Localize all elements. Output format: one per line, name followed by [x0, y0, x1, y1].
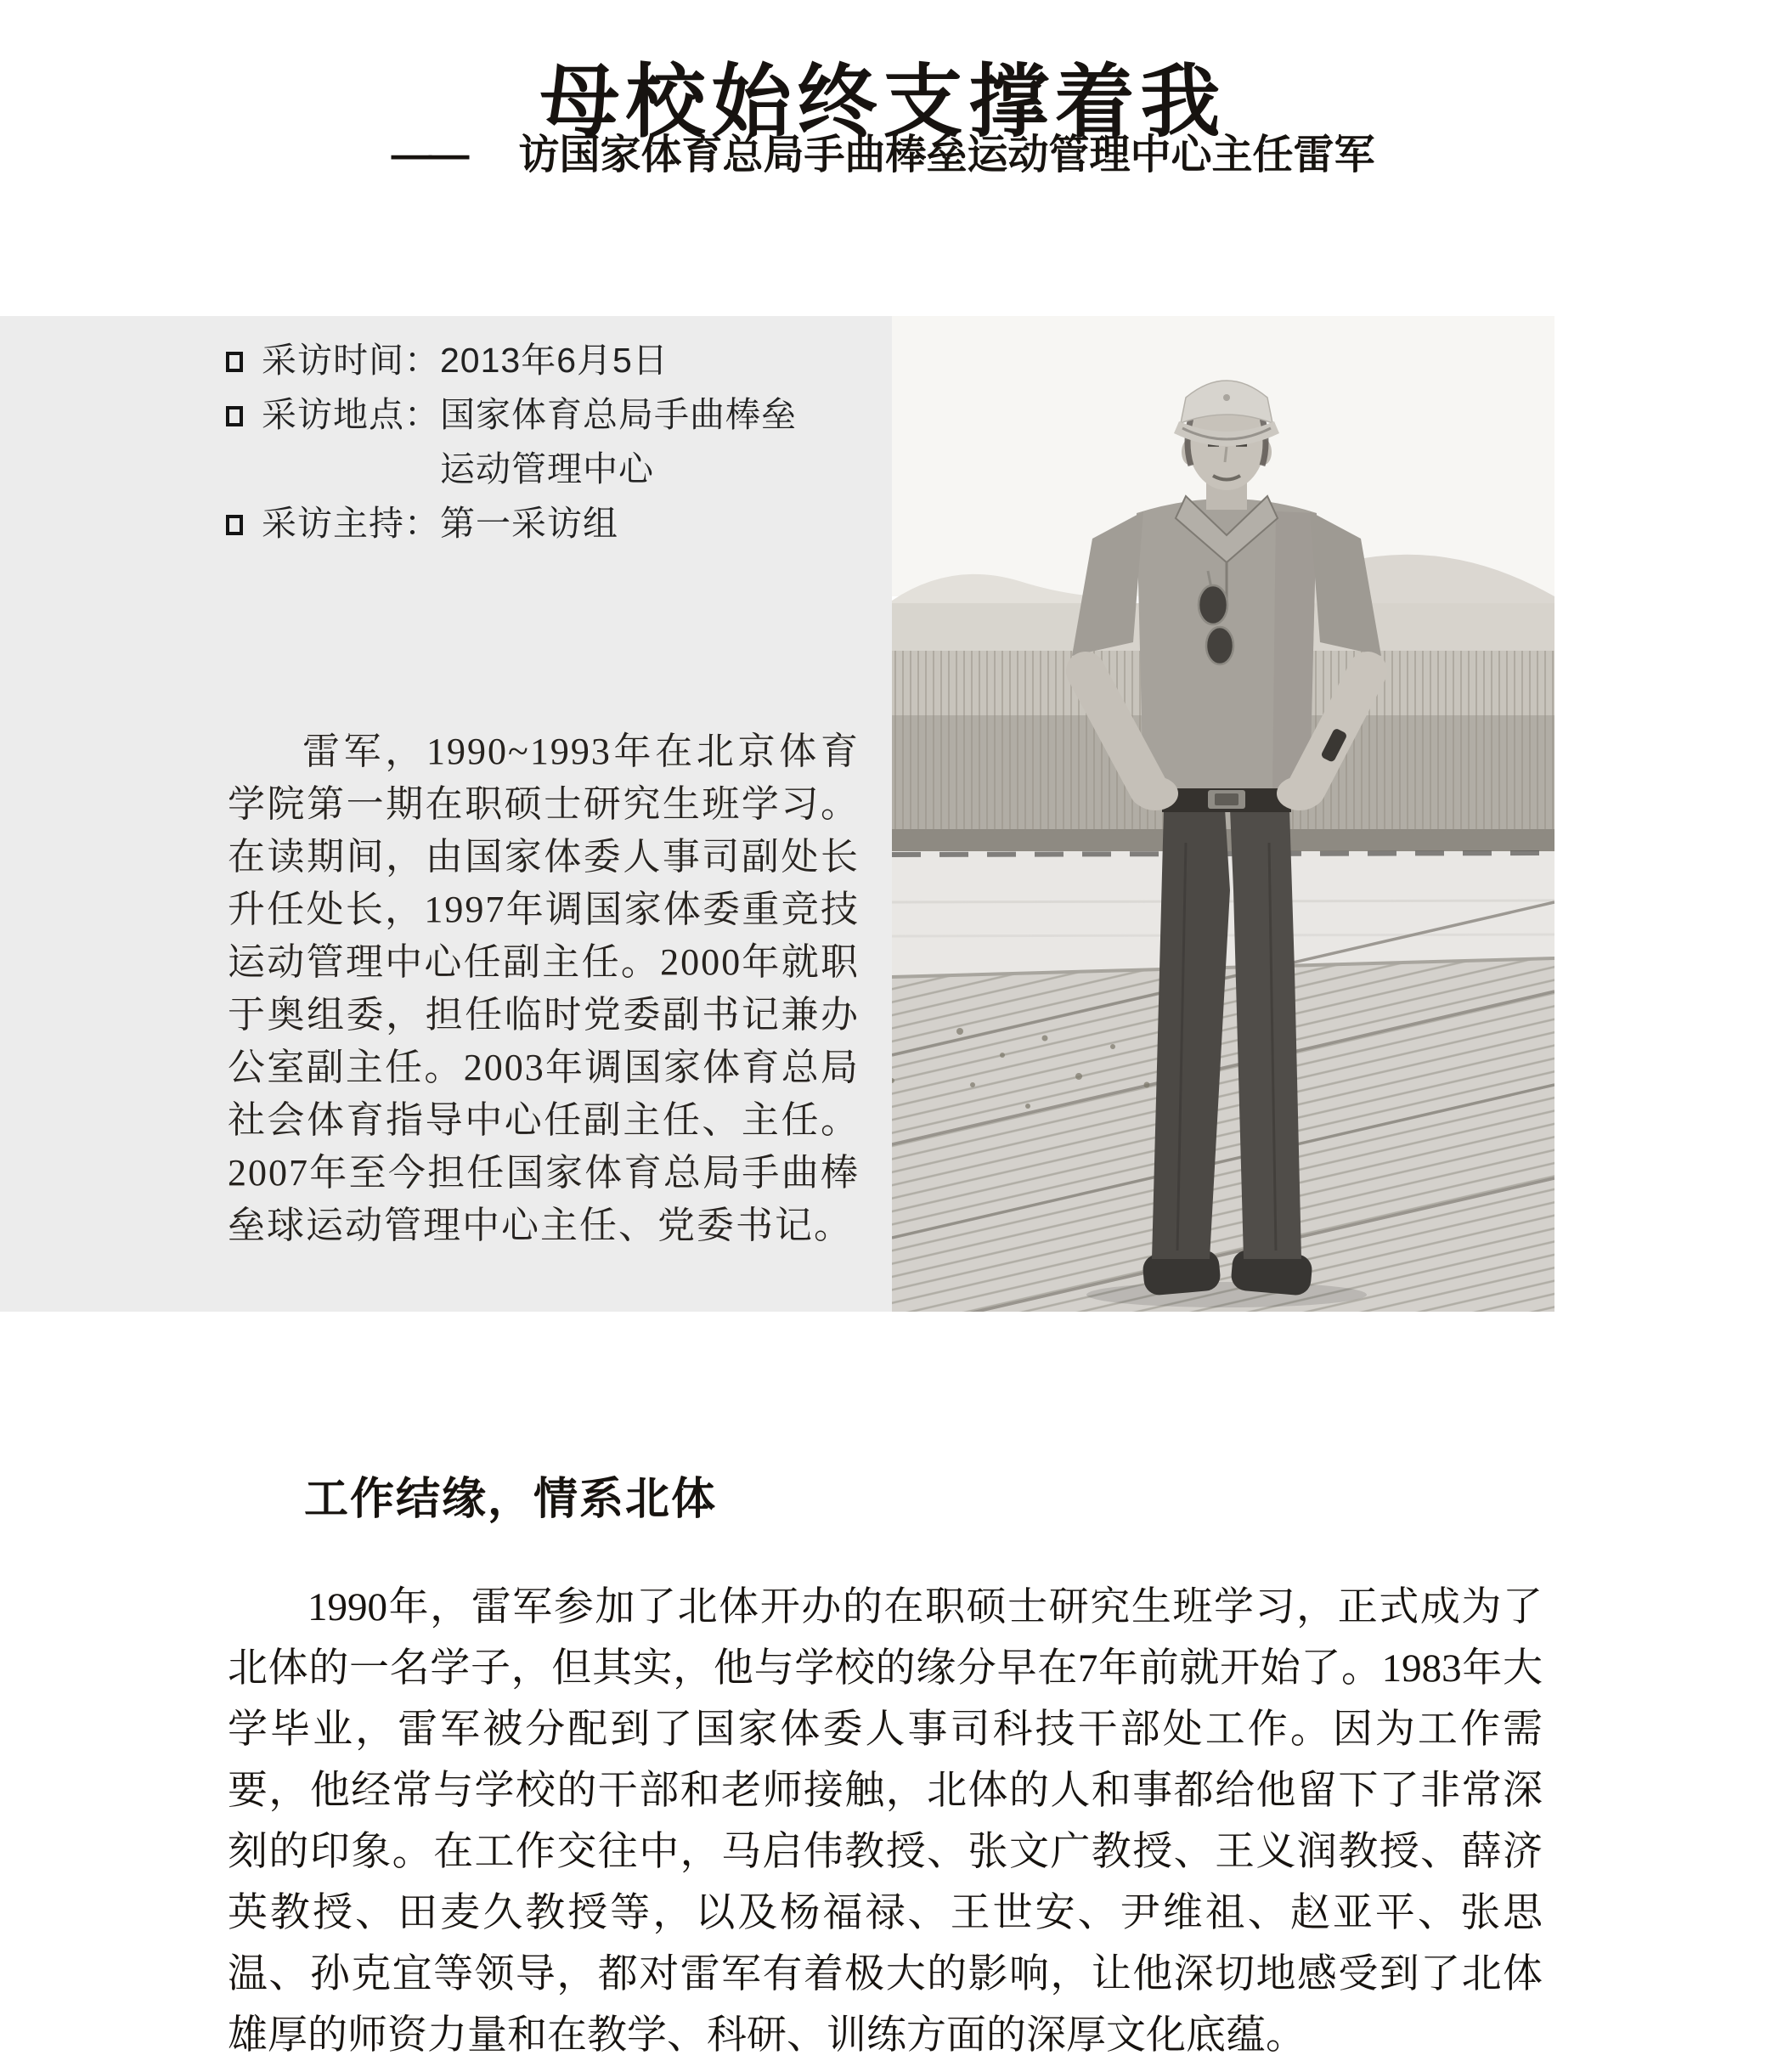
square-bullet-icon [226, 352, 243, 372]
meta-label: 采访主持： [262, 504, 440, 543]
meta-value [440, 496, 618, 550]
article-paragraph: 1990年，雷军参加了北体开办的在职硕士研究生班学习，正式成为了北体的一名学子，但其实，他与学校的缘分早在7年前就开始了。1983年大学毕业，雷军被分配到了国家体委人事司科技干部处工作。因为工作需要，他经常与学校的干部和老师接触，北体的人和事都给他留下了非常深刻的印象。在工作交往中，马启伟教授、张文广教授、王义润教授、薛济英教授、田麦久教授等，以及杨福禄、王世安、尹维祖、赵亚平、张思温、孙克宜等领导，都对雷军有着极大的影响，让他深切地感受到了北体雄厚的师资力量和在教学、科研、训练方面的深厚文化底蕴。 [228, 1585, 1543, 2058]
meta-value-line2: 运动管理中心 [440, 449, 654, 488]
meta-value-line: 2013年6月5日 [440, 341, 669, 380]
bio-paragraph: 雷军，1990~1993年在北京体育学院第一期在职硕士研究生班学习。在读期间，由国家体委人事司副处长升任处长，1997年调国家体委重竞技运动管理中心任副主任。2000年就职于奥组委，担任临时党委副书记兼办公室副主任。2003年调国家体育总局社会体育指导中心任副主任、主任。2007年至今担任国家体育总局手曲棒垒球运动管理中心主任、党委书记。 [228, 731, 860, 1246]
lei-jun-photo [892, 316, 1554, 1312]
meta-row-host [226, 496, 797, 550]
meta-value-line: 国家体育总局手曲棒垒 [440, 395, 797, 434]
meta-label: 采访地点： [262, 395, 440, 434]
subtitle-text: 访国家体育总局手曲棒垒运动管理中心主任雷军 [518, 133, 1375, 178]
page-subtitle [0, 127, 1766, 183]
meta-value [440, 387, 797, 496]
photo-illustration [892, 316, 1554, 1312]
square-bullet-icon [226, 406, 243, 426]
section-heading: 工作结缘，情系北体 [304, 1475, 718, 1524]
meta-value [440, 333, 669, 387]
meta-value-line: 第一采访组 [440, 504, 618, 543]
page-title: 母校始终支撑着我 [539, 58, 1227, 147]
square-bullet-icon [226, 515, 243, 535]
meta-row-time [226, 333, 797, 387]
meta-row-place [226, 387, 797, 496]
interview-meta-list [226, 333, 797, 550]
meta-label: 采访时间： [262, 341, 440, 380]
subtitle-dash: —— [391, 133, 466, 178]
